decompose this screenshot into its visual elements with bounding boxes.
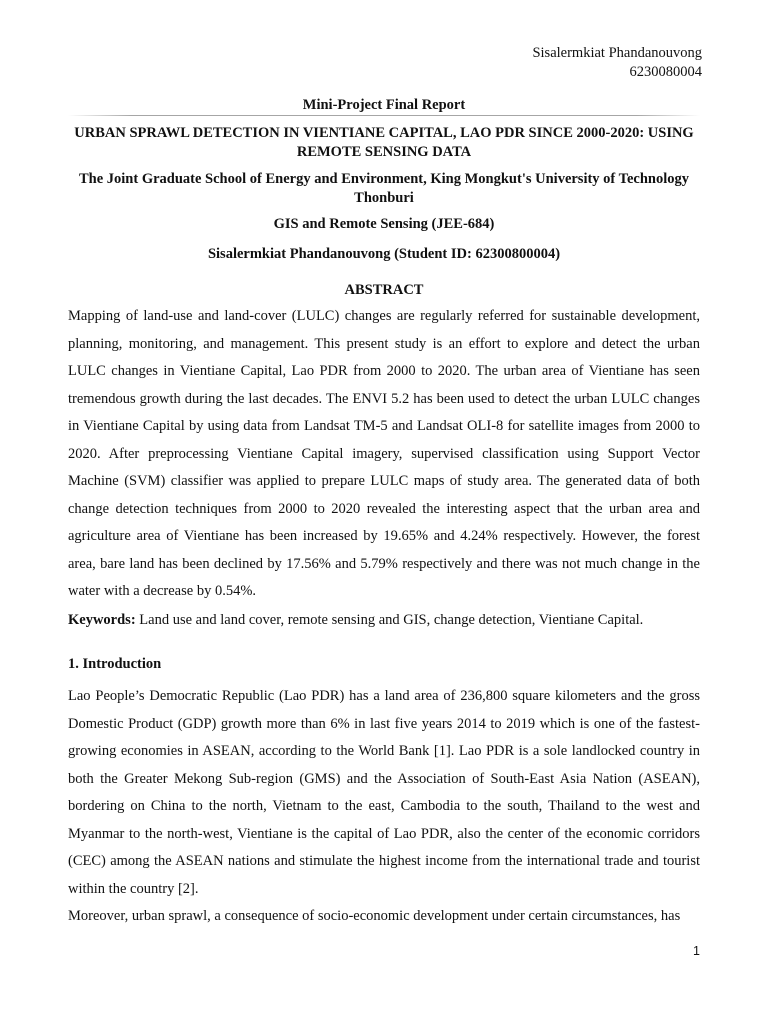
author-name: Sisalermkiat Phandanouvong <box>532 45 702 61</box>
introduction-paragraph-2: Moreover, urban sprawl, a consequence of socio-economic development under certain circumstances, has <box>68 908 681 924</box>
author-block <box>532 44 702 81</box>
abstract-heading: ABSTRACT <box>344 282 424 298</box>
abstract-paragraph: Mapping of land-use and land-cover (LULC) changes are regularly referred for sustainable development, planning, monitoring, and management. This present study is an effort to explore and detect the urban LULC changes in Vientiane Capital, Lao PDR from 2000 to 2020. The urban area of Vientiane has seen tremendous growth during the last decades. The ENVI 5.2 has been used to detect the urban LULC changes in Vientiane Capital by using data from Landsat TM-5 and Landsat OLI-8 for satellite images from 2000 to 2020. After preprocessing Vientiane Capital imagery, supervised classification using Support Vector Machine (SVM) classifier was applied to prepare LULC maps of study area. The generated data of both change detection techniques from 2000 to 2020 revealed the interesting aspect that the urban area and agriculture area of Vientiane has been increased by 19.65% and 4.24% respectively. However, the forest area, bare land has been declined by 17.56% and 5.79% respectively and there was not much change in the water with a decrease by 0.54%. <box>68 308 700 599</box>
abstract-text <box>68 303 700 606</box>
paper-title: URBAN SPRAWL DETECTION IN VIENTIANE CAPITAL, LAO PDR SINCE 2000-2020: USING REMOTE SENSING DATA <box>74 125 694 160</box>
student-line: Sisalermkiat Phandanouvong (Student ID: 62300800004) <box>207 246 561 262</box>
report-type: Mini-Project Final Report <box>302 97 466 113</box>
affiliation: The Joint Graduate School of Energy and Environment, King Mongkut's University of Technology Thonburi <box>78 171 689 206</box>
introduction-body <box>68 683 700 931</box>
keywords <box>68 607 700 635</box>
introduction-paragraph-1: Lao People’s Democratic Republic (Lao PDR) has a land area of 236,800 square kilometers and the gross Domestic Product (GDP) growth more than 6% in last five years 2014 to 2019 which is one of the fastest-growing economies in ASEAN, according to the World Bank [1]. Lao PDR is a sole landlocked country in both the Greater Mekong Sub-region (GMS) and the Association of South-East Asia Nation (ASEAN), bordering on China to the north, Vietnam to the east, Cambodia to the south, Thailand to the west and Myanmar to the north-west, Vientiane is the capital of Lao PDR, also the center of the economic corridors (CEC) among the ASEAN nations and stimulate the highest income from the international trade and tourist within the country [2]. <box>68 688 700 897</box>
separator-line <box>68 115 700 116</box>
page-number: 1 <box>693 944 700 958</box>
author-id: 6230080004 <box>629 63 702 80</box>
keywords-label: Keywords: <box>68 612 136 628</box>
section-heading-introduction: 1. Introduction <box>68 656 162 672</box>
keywords-text: Land use and land cover, remote sensing and GIS, change detection, Vientiane Capital. <box>135 612 644 628</box>
course-line: GIS and Remote Sensing (JEE-684) <box>273 216 495 232</box>
